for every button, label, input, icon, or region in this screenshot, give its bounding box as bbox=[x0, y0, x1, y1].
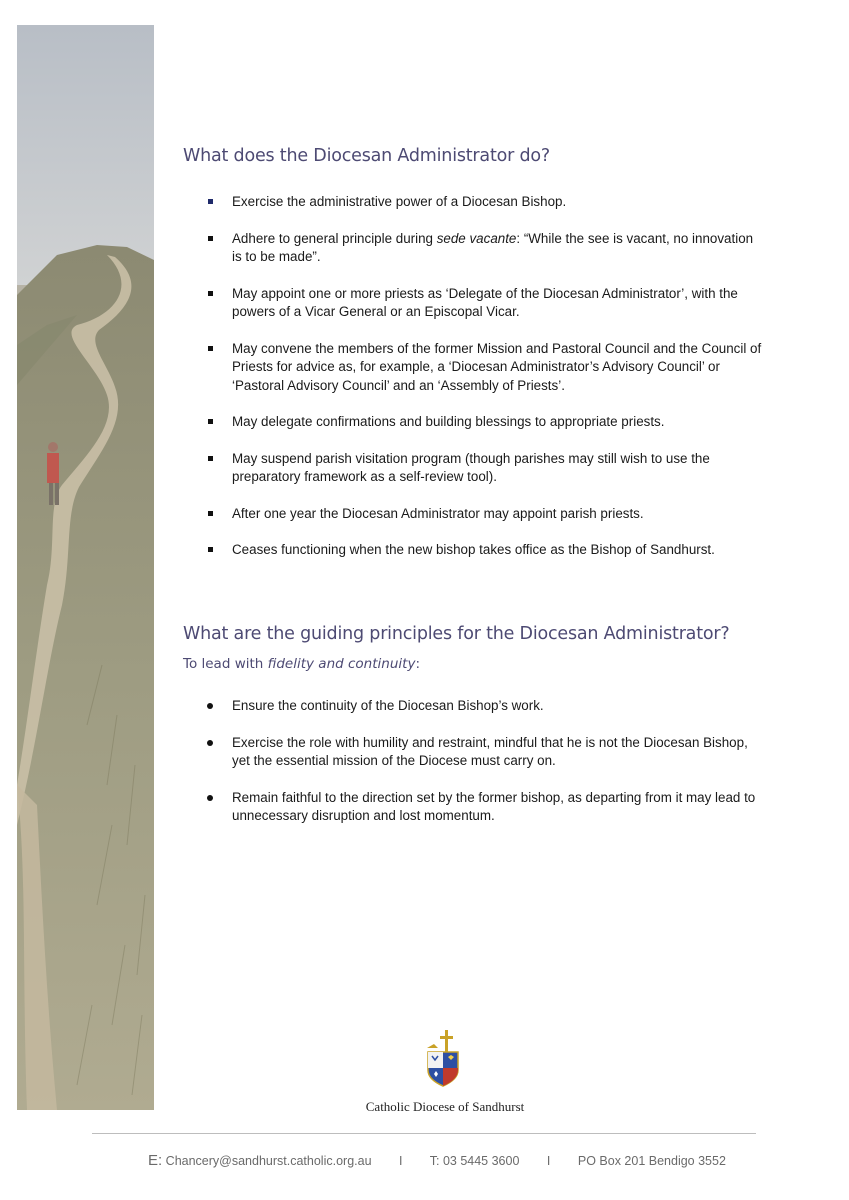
section-guiding-principles bbox=[183, 624, 763, 672]
duty-text: Adhere to general principle during bbox=[232, 230, 437, 246]
principle-item bbox=[183, 789, 763, 826]
principle-text: Remain faithful to the direction set by the former bishop, as departing from it may lead to unnecessary disruption and lost momentum. bbox=[232, 789, 756, 823]
subtitle-text: To lead with bbox=[183, 656, 268, 672]
duty-text: May convene the members of the former Mission and Pastoral Council and the Council of Priests for advice as, for example, a ‘Diocesan Administrator’s Advisory Council’ or ‘Pastoral Advisory Council’ and an ‘Assembly of Priests’. bbox=[232, 340, 762, 393]
footer-separator: I bbox=[546, 1154, 551, 1168]
duty-item bbox=[183, 505, 763, 524]
section-subtitle bbox=[183, 656, 763, 672]
duties-list-wrapper bbox=[183, 193, 763, 578]
principle-item bbox=[183, 734, 763, 771]
duty-emphasis: sede vacante bbox=[436, 230, 517, 246]
duty-text: Ceases functioning when the new bishop takes office as the Bishop of Sandhurst. bbox=[232, 542, 715, 557]
duty-item bbox=[183, 413, 763, 432]
footer-separator: I bbox=[399, 1154, 403, 1168]
duty-item bbox=[183, 541, 763, 560]
side-photo-hiking-trail bbox=[17, 25, 154, 1110]
diocese-name: Catholic Diocese of Sandhurst bbox=[365, 1099, 525, 1114]
phone-number: T: 03 5445 3600 bbox=[429, 1154, 520, 1168]
principles-list bbox=[183, 697, 763, 826]
square-bullet-icon bbox=[208, 547, 213, 552]
principle-text: Ensure the continuity of the Diocesan Bishop’s work. bbox=[232, 698, 544, 713]
duty-item bbox=[183, 450, 763, 487]
diocese-crest-icon bbox=[424, 1030, 462, 1088]
footer-contact bbox=[148, 1152, 726, 1169]
section-heading: What are the guiding principles for the Diocesan Administrator? bbox=[183, 624, 730, 644]
square-bullet-icon bbox=[208, 346, 213, 351]
round-bullet-icon bbox=[207, 703, 213, 709]
section-heading: What does the Diocesan Administrator do? bbox=[183, 146, 550, 166]
footer-divider bbox=[92, 1133, 756, 1134]
duty-text: After one year the Diocesan Administrator may appoint parish priests. bbox=[232, 505, 644, 521]
principle-text: Exercise the role with humility and restraint, mindful that he is not the Diocesan Bishop, yet the essential mission of the Diocese must carry on. bbox=[232, 734, 748, 768]
postal-address: PO Box 201 Bendigo 3552 bbox=[577, 1154, 726, 1168]
square-bullet-icon bbox=[208, 236, 213, 241]
email-link[interactable]: Chancery@sandhurst.catholic.org.au bbox=[165, 1154, 372, 1168]
duty-text: : “While the see is vacant, no innovation is to be made”. bbox=[232, 230, 754, 264]
round-bullet-icon bbox=[207, 795, 213, 801]
principles-list-wrapper bbox=[183, 697, 763, 844]
duties-list bbox=[183, 193, 763, 560]
duty-item bbox=[183, 230, 763, 267]
principle-item bbox=[183, 697, 763, 716]
subtitle-emphasis: fidelity and continuity bbox=[267, 656, 416, 672]
section-administrator-duties bbox=[183, 146, 763, 166]
duty-text: May suspend parish visitation program (though parishes may still wish to use the preparatory framework as a self-review tool). bbox=[232, 450, 710, 484]
square-bullet-icon bbox=[208, 456, 213, 461]
duty-item bbox=[183, 285, 763, 322]
duty-text: Exercise the administrative power of a Diocesan Bishop. bbox=[232, 194, 567, 209]
email-label: E: bbox=[148, 1152, 163, 1169]
duty-text: May appoint one or more priests as ‘Delegate of the Diocesan Administrator’, with the powers of a Vicar General or an Episcopal Vicar. bbox=[232, 285, 738, 319]
subtitle-colon: : bbox=[415, 656, 420, 672]
round-bullet-icon bbox=[207, 740, 213, 746]
square-bullet-icon bbox=[208, 511, 213, 516]
square-bullet-icon bbox=[208, 199, 213, 204]
duty-item bbox=[183, 193, 763, 212]
duty-text: May delegate confirmations and building blessings to appropriate priests. bbox=[232, 414, 665, 429]
duty-item bbox=[183, 340, 763, 396]
square-bullet-icon bbox=[208, 419, 213, 424]
square-bullet-icon bbox=[208, 291, 213, 296]
